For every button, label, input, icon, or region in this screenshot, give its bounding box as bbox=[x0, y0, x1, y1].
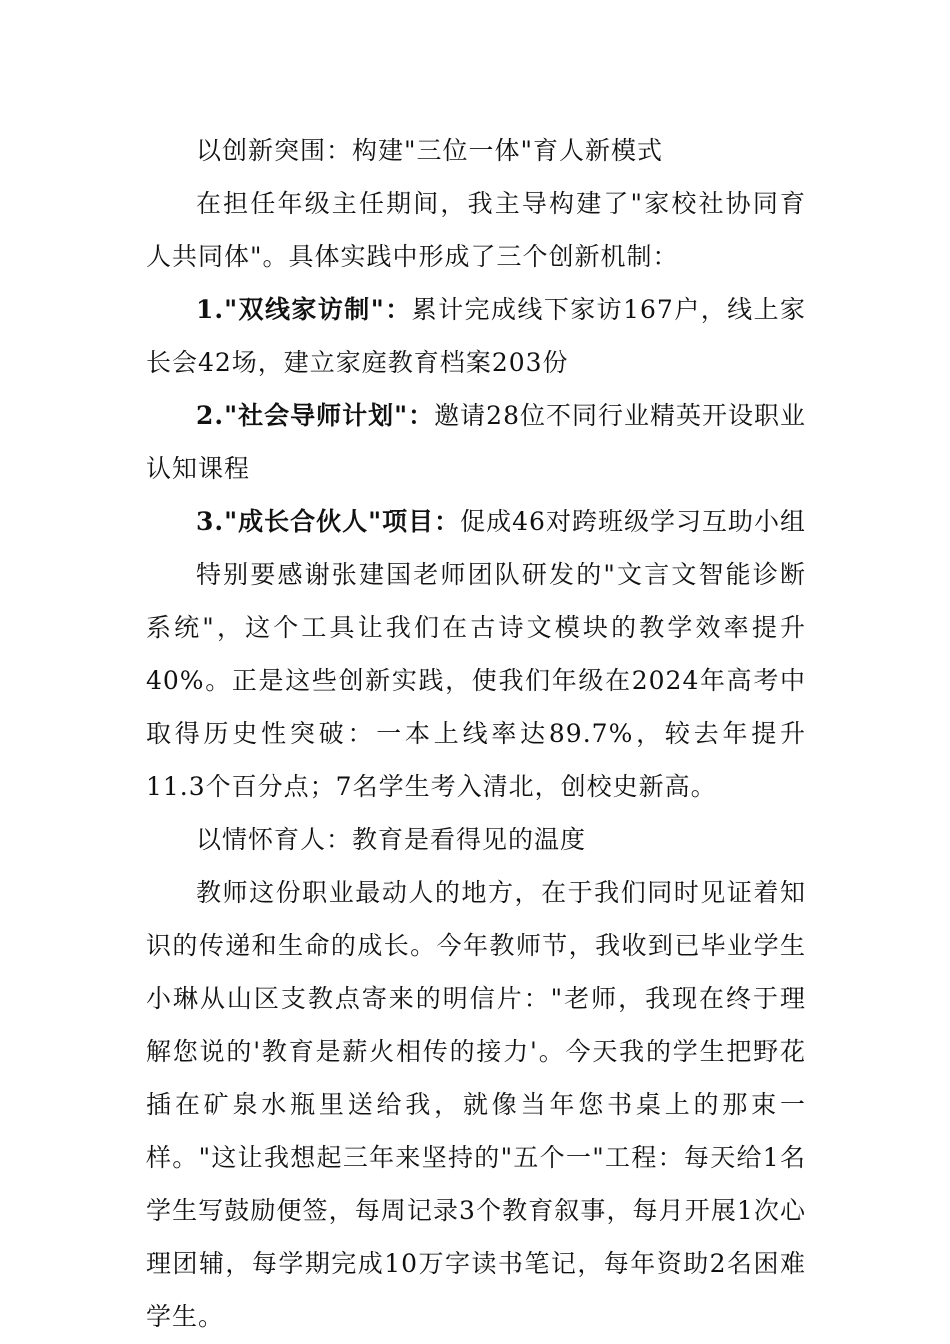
paragraph-story: 教师这份职业最动人的地方，在于我们同时见证着知识的传递和生命的成长。今年教师节，我收到已毕业学生小琳从山区支教点寄来的明信片："老师，我现在终于理解您说的'教育是薪火相传的接力'。今天我的学生把野花插在矿泉水瓶里送给我，就像当年您书桌上的那束一样。"这让我想起三年来坚持的"五个一"工程：每天给1名学生写鼓励便签，每周记录3个教育叙事，每月开展1次心理团辅，每学期完成10万字读书笔记，每年资助2名困难学生。 bbox=[146, 878, 806, 1331]
list-item-text: 促成46对跨班级学习互助小组 bbox=[460, 507, 806, 536]
list-item-label: 2."社会导师计划"： bbox=[196, 401, 435, 430]
section-heading-innovation: 以创新突围：构建"三位一体"育人新模式 bbox=[196, 136, 663, 165]
paragraph-community: 在担任年级主任期间，我主导构建了"家校社协同育人共同体"。具体实践中形成了三个创新机制： bbox=[146, 189, 806, 271]
list-item-label: 1."双线家访制"： bbox=[196, 295, 412, 324]
list-item-label: 3."成长合伙人"项目： bbox=[196, 507, 461, 536]
list-item-text: 邀请28位不同行业精英开设职业认知课程 bbox=[146, 401, 806, 483]
list-item-home-visit bbox=[146, 283, 806, 389]
section-heading-warmth: 以情怀育人：教育是看得见的温度 bbox=[196, 825, 587, 854]
document-body bbox=[146, 124, 806, 1343]
list-item-mentor-plan bbox=[146, 389, 806, 495]
list-item-text: 累计完成线下家访167户，线上家长会42场，建立家庭教育档案203份 bbox=[146, 295, 807, 377]
paragraph-results: 特别要感谢张建国老师团队研发的"文言文智能诊断系统"，这个工具让我们在古诗文模块的教学效率提升40%。正是这些创新实践，使我们年级在2024年高考中取得历史性突破：一本上线率达89.7%，较去年提升11.3个百分点；7名学生考入清北，创校史新高。 bbox=[146, 560, 806, 801]
list-item-growth-partner bbox=[146, 495, 806, 548]
